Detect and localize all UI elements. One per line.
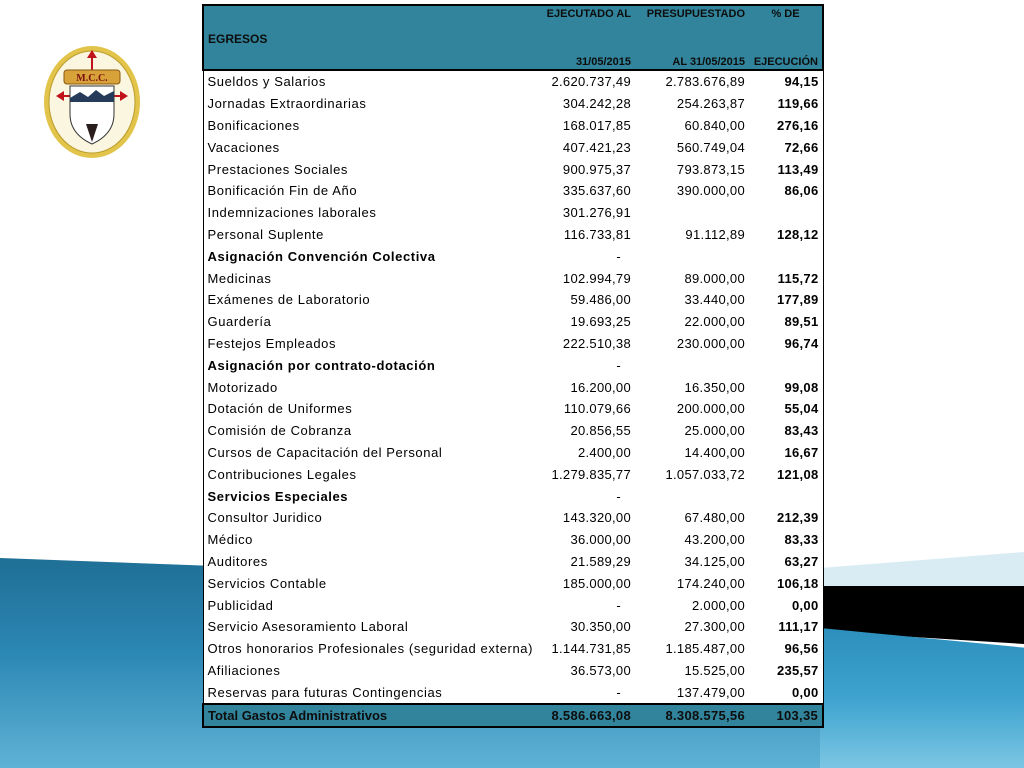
row-name: Auditores: [203, 551, 539, 573]
row-name: Servicios Contable: [203, 572, 539, 594]
row-name: Otros honorarios Profesionales (seguridad externa): [203, 638, 539, 660]
row-name: Indemnizaciones laborales: [203, 202, 539, 224]
row-ejecutado: 21.589,29: [539, 551, 635, 573]
row-presupuestado: 174.240,00: [635, 572, 749, 594]
row-pct: 177,89: [749, 289, 823, 311]
row-pct: [749, 202, 823, 224]
table-row: [203, 376, 823, 398]
table-row: [203, 93, 823, 115]
row-pct: 83,43: [749, 420, 823, 442]
logo-text: M.C.C.: [76, 73, 108, 84]
table-row: [203, 572, 823, 594]
row-pct: 72,66: [749, 136, 823, 158]
total-label: Total Gastos Administrativos: [203, 704, 539, 727]
row-presupuestado: 560.749,04: [635, 136, 749, 158]
row-pct: 276,16: [749, 115, 823, 137]
row-ejecutado: 102.994,79: [539, 267, 635, 289]
row-name: Servicios Especiales: [203, 485, 539, 507]
row-ejecutado: -: [539, 245, 635, 267]
row-presupuestado: 1.057.033,72: [635, 463, 749, 485]
row-name: Prestaciones Sociales: [203, 158, 539, 180]
row-name: Asignación por contrato-dotación: [203, 354, 539, 376]
header-presupuestado-line2: AL 31/05/2015: [635, 52, 749, 70]
row-pct: 0,00: [749, 681, 823, 704]
row-ejecutado: 222.510,38: [539, 333, 635, 355]
table-row: [203, 638, 823, 660]
table-header: [203, 5, 823, 70]
table-row: [203, 202, 823, 224]
header-ejecutado-line1: EJECUTADO AL: [539, 5, 635, 26]
row-presupuestado: 15.525,00: [635, 660, 749, 682]
table-row: [203, 529, 823, 551]
row-presupuestado: 91.112,89: [635, 224, 749, 246]
row-ejecutado: 143.320,00: [539, 507, 635, 529]
row-name: Bonificación Fin de Año: [203, 180, 539, 202]
row-name: Sueldos y Salarios: [203, 70, 539, 93]
table-row: [203, 660, 823, 682]
row-pct: 106,18: [749, 572, 823, 594]
row-pct: [749, 485, 823, 507]
row-pct: [749, 245, 823, 267]
header-spacer: [539, 26, 635, 52]
row-pct: 111,17: [749, 616, 823, 638]
row-name: Vacaciones: [203, 136, 539, 158]
egresos-table: [202, 4, 824, 728]
row-ejecutado: 36.000,00: [539, 529, 635, 551]
row-name: Servicio Asesoramiento Laboral: [203, 616, 539, 638]
row-name: Motorizado: [203, 376, 539, 398]
row-name: Dotación de Uniformes: [203, 398, 539, 420]
row-pct: 63,27: [749, 551, 823, 573]
section-row: [203, 245, 823, 267]
row-ejecutado: 335.637,60: [539, 180, 635, 202]
row-presupuestado: 22.000,00: [635, 311, 749, 333]
table-row: [203, 267, 823, 289]
header-spacer: [635, 26, 749, 52]
row-ejecutado: 16.200,00: [539, 376, 635, 398]
row-presupuestado: [635, 485, 749, 507]
row-ejecutado: 2.620.737,49: [539, 70, 635, 93]
total-presupuestado: 8.308.575,56: [635, 704, 749, 727]
row-pct: 0,00: [749, 594, 823, 616]
header-presupuestado-line1: PRESUPUESTADO: [635, 5, 749, 26]
row-name: Reservas para futuras Contingencias: [203, 681, 539, 704]
row-pct: 119,66: [749, 93, 823, 115]
table-row: [203, 224, 823, 246]
row-presupuestado: 1.185.487,00: [635, 638, 749, 660]
row-presupuestado: 25.000,00: [635, 420, 749, 442]
row-ejecutado: 30.350,00: [539, 616, 635, 638]
row-presupuestado: 34.125,00: [635, 551, 749, 573]
egresos-table-container: [202, 4, 822, 728]
table-row: [203, 289, 823, 311]
row-ejecutado: 2.400,00: [539, 442, 635, 464]
row-name: Exámenes de Laboratorio: [203, 289, 539, 311]
row-name: Bonificaciones: [203, 115, 539, 137]
row-pct: 96,74: [749, 333, 823, 355]
background-band-blue: [820, 628, 1024, 768]
table-body: [203, 70, 823, 704]
table-row: [203, 311, 823, 333]
row-ejecutado: 110.079,66: [539, 398, 635, 420]
section-row: [203, 485, 823, 507]
row-presupuestado: 43.200,00: [635, 529, 749, 551]
table-row: [203, 507, 823, 529]
section-row: [203, 354, 823, 376]
row-ejecutado: 301.276,91: [539, 202, 635, 224]
row-presupuestado: 89.000,00: [635, 267, 749, 289]
row-pct: 121,08: [749, 463, 823, 485]
row-ejecutado: 407.421,23: [539, 136, 635, 158]
row-presupuestado: 137.479,00: [635, 681, 749, 704]
row-presupuestado: 200.000,00: [635, 398, 749, 420]
table-row: [203, 180, 823, 202]
row-presupuestado: 67.480,00: [635, 507, 749, 529]
row-ejecutado: 304.242,28: [539, 93, 635, 115]
row-name: Festejos Empleados: [203, 333, 539, 355]
row-presupuestado: [635, 354, 749, 376]
table-row: [203, 158, 823, 180]
header-egresos: EGRESOS: [203, 26, 539, 52]
row-ejecutado: -: [539, 594, 635, 616]
row-ejecutado: 1.144.731,85: [539, 638, 635, 660]
row-presupuestado: 230.000,00: [635, 333, 749, 355]
row-presupuestado: 2.000,00: [635, 594, 749, 616]
header-spacer: [203, 52, 539, 70]
row-presupuestado: 14.400,00: [635, 442, 749, 464]
row-ejecutado: 20.856,55: [539, 420, 635, 442]
row-ejecutado: 1.279.835,77: [539, 463, 635, 485]
row-ejecutado: 116.733,81: [539, 224, 635, 246]
row-presupuestado: 390.000,00: [635, 180, 749, 202]
row-presupuestado: 16.350,00: [635, 376, 749, 398]
row-ejecutado: 19.693,25: [539, 311, 635, 333]
table-row: [203, 463, 823, 485]
row-name: Medicinas: [203, 267, 539, 289]
row-ejecutado: 168.017,85: [539, 115, 635, 137]
row-presupuestado: 793.873,15: [635, 158, 749, 180]
row-name: Consultor Juridico: [203, 507, 539, 529]
row-name: Publicidad: [203, 594, 539, 616]
row-ejecutado: -: [539, 681, 635, 704]
row-presupuestado: 60.840,00: [635, 115, 749, 137]
shield-emblem-icon: [42, 44, 142, 160]
row-pct: 86,06: [749, 180, 823, 202]
row-name: Comisión de Cobranza: [203, 420, 539, 442]
row-pct: 94,15: [749, 70, 823, 93]
row-ejecutado: 185.000,00: [539, 572, 635, 594]
header-spacer: [749, 26, 823, 52]
row-pct: 99,08: [749, 376, 823, 398]
row-name: Afiliaciones: [203, 660, 539, 682]
row-name: Cursos de Capacitación del Personal: [203, 442, 539, 464]
row-pct: 235,57: [749, 660, 823, 682]
table-row: [203, 70, 823, 93]
row-name: Personal Suplente: [203, 224, 539, 246]
row-pct: 83,33: [749, 529, 823, 551]
row-pct: 55,04: [749, 398, 823, 420]
table-row: [203, 616, 823, 638]
row-name: Guardería: [203, 311, 539, 333]
row-name: Asignación Convención Colectiva: [203, 245, 539, 267]
row-presupuestado: 254.263,87: [635, 93, 749, 115]
row-presupuestado: 2.783.676,89: [635, 70, 749, 93]
table-row: [203, 594, 823, 616]
header-pct-line2: EJECUCIÓN: [749, 52, 823, 70]
table-row: [203, 136, 823, 158]
total-ejecutado: 8.586.663,08: [539, 704, 635, 727]
total-pct: 103,35: [749, 704, 823, 727]
row-presupuestado: 33.440,00: [635, 289, 749, 311]
table-row: [203, 333, 823, 355]
table-row: [203, 551, 823, 573]
row-pct: 212,39: [749, 507, 823, 529]
header-pct-line1: % DE: [749, 5, 823, 26]
row-name: Contribuciones Legales: [203, 463, 539, 485]
row-pct: 115,72: [749, 267, 823, 289]
table-row: [203, 442, 823, 464]
table-row: [203, 420, 823, 442]
table-footer: [203, 704, 823, 727]
total-row: [203, 704, 823, 727]
row-pct: 16,67: [749, 442, 823, 464]
row-ejecutado: 900.975,37: [539, 158, 635, 180]
row-ejecutado: 36.573,00: [539, 660, 635, 682]
row-presupuestado: [635, 202, 749, 224]
header-ejecutado-line2: 31/05/2015: [539, 52, 635, 70]
row-pct: [749, 354, 823, 376]
row-ejecutado: 59.486,00: [539, 289, 635, 311]
row-name: Jornadas Extraordinarias: [203, 93, 539, 115]
row-pct: 128,12: [749, 224, 823, 246]
row-presupuestado: [635, 245, 749, 267]
table-row: [203, 398, 823, 420]
row-pct: 113,49: [749, 158, 823, 180]
table-row: [203, 115, 823, 137]
row-pct: 89,51: [749, 311, 823, 333]
header-spacer: [203, 5, 539, 26]
table-row: [203, 681, 823, 704]
row-ejecutado: -: [539, 485, 635, 507]
row-name: Médico: [203, 529, 539, 551]
row-ejecutado: -: [539, 354, 635, 376]
row-presupuestado: 27.300,00: [635, 616, 749, 638]
row-pct: 96,56: [749, 638, 823, 660]
logo: [42, 44, 142, 160]
